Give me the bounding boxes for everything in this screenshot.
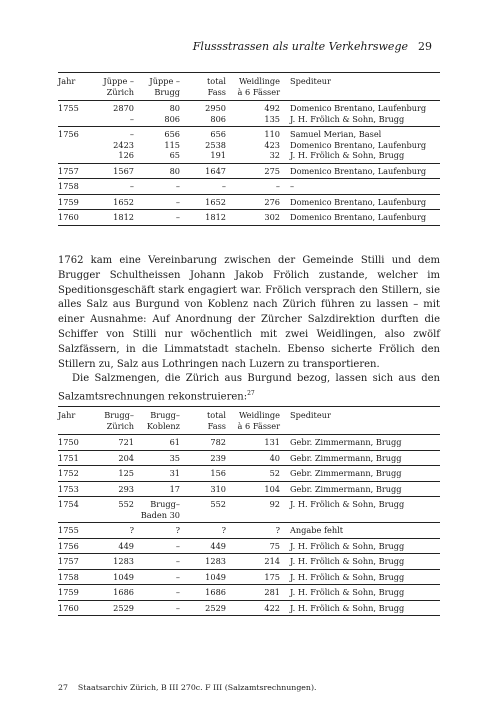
table-salt-transport-1755-1760 <box>58 72 440 226</box>
cell-route-b: 656 115 65 <box>164 129 180 160</box>
table-salt-transport-1750-1760 <box>58 406 440 616</box>
running-title: Flussstrassen als uralte Verkehrswege <box>192 40 408 53</box>
cell-total: 1812 <box>205 212 226 222</box>
cell-spediteur: J. H. Frölich & Sohn, Brugg <box>290 540 405 551</box>
table-row <box>58 554 440 570</box>
cell-year: 1756 <box>58 540 79 551</box>
cell-spediteur: Domenico Brentano, Laufenburg J. H. Frölich & Sohn, Brugg <box>290 103 427 124</box>
cell-route-b: 80 <box>169 165 180 176</box>
cell-route-b: ? <box>175 525 180 535</box>
col-header-b: Brugg– Koblenz <box>146 410 180 431</box>
cell-route-a: 2870 – <box>113 103 134 124</box>
cell-route-b: 35 <box>169 452 180 463</box>
cell-total: 782 <box>210 437 226 447</box>
cell-weidlinge: – <box>275 181 280 191</box>
table-row <box>58 163 440 179</box>
table-header-row <box>58 73 440 101</box>
table-header-row <box>58 407 440 435</box>
cell-route-b: – <box>175 212 180 222</box>
cell-spediteur: Domenico Brentano, Laufenburg <box>290 212 427 222</box>
table-row <box>58 435 440 451</box>
cell-route-a: 1049 <box>113 571 134 582</box>
cell-total: 156 <box>210 468 226 478</box>
cell-weidlinge: 302 <box>264 212 280 222</box>
cell-year: 1757 <box>58 165 79 176</box>
cell-spediteur: Samuel Merian, Basel Domenico Brentano, Laufenburg J. H. Frölich & Sohn, Brugg <box>290 129 427 160</box>
cell-year: 1760 <box>58 212 79 222</box>
table-row <box>58 466 440 482</box>
cell-route-b: – <box>175 540 180 551</box>
col-header-spediteur: Spediteur <box>290 410 331 420</box>
cell-route-a: 1652 <box>113 196 134 207</box>
cell-year: 1752 <box>58 468 79 478</box>
cell-total: – <box>221 181 226 191</box>
cell-total: 2950 806 <box>205 103 226 124</box>
cell-total: 1049 <box>205 571 226 582</box>
col-header-a: Jüppe – Zürich <box>103 76 134 97</box>
running-header <box>193 40 432 53</box>
cell-route-b: – <box>175 602 180 613</box>
cell-total: 310 <box>210 483 226 494</box>
cell-weidlinge: 422 <box>264 602 280 613</box>
cell-route-a: 125 <box>118 468 134 478</box>
table-row <box>58 569 440 585</box>
cell-route-a: 1283 <box>113 556 134 566</box>
col-header-a: Brugg– Zürich <box>104 410 134 431</box>
table-row <box>58 523 440 539</box>
cell-total: 656 2538 191 <box>205 129 226 160</box>
cell-year: 1751 <box>58 452 79 463</box>
cell-year: 1757 <box>58 556 79 566</box>
cell-route-b: – <box>175 181 180 191</box>
cell-route-a: 204 <box>118 452 134 463</box>
cell-route-a: 449 <box>118 540 134 551</box>
cell-route-a: 1812 <box>113 212 134 222</box>
footnote-number: 27 <box>58 683 68 692</box>
cell-total: ? <box>221 525 226 535</box>
cell-spediteur: J. H. Frölich & Sohn, Brugg <box>290 571 405 582</box>
cell-route-a: 1686 <box>113 587 134 597</box>
col-header-spediteur: Spediteur <box>290 76 331 86</box>
table-row <box>58 194 440 210</box>
footnote-ref: 27 <box>247 390 255 398</box>
paragraph-2 <box>58 372 440 405</box>
cell-year: 1755 <box>58 525 79 535</box>
cell-weidlinge: 40 <box>269 452 280 463</box>
table-row <box>58 497 440 523</box>
cell-spediteur: J. H. Frölich & Sohn, Brugg <box>290 602 405 613</box>
cell-total: 1283 <box>205 556 226 566</box>
cell-year: 1759 <box>58 196 79 207</box>
cell-year: 1758 <box>58 571 79 582</box>
cell-route-b: – <box>175 571 180 582</box>
cell-weidlinge: ? <box>275 525 280 535</box>
paragraph-1: 1762 kam eine Vereinbarung zwischen der Gemeinde Stilli und dem Brugger Schultheissen Johann Jakob Frölich zustande, welcher im Speditionsgeschäft stark engagiert war. Frölich versprach den Stillern, sie alles Salz aus Burgund von Koblenz nach Zürich führen zu lassen – mit einer Ausnahme: Auf Anordnung der Zürcher Salzdirektion durften die Schiffer von Stilli nur wöchentlich mit zwei Weidlingen, also zwölf Salzfässern, in die Limmatstadt stacheln. Ebenso sicherte Frölich den Stillern zu, Salz aus Lothringen nach Luzern zu transportieren. <box>58 255 440 370</box>
cell-year: 1759 <box>58 587 79 597</box>
cell-weidlinge: 492 135 <box>264 103 280 124</box>
cell-route-b: – <box>175 556 180 566</box>
cell-route-b: 80 806 <box>164 103 180 124</box>
cell-spediteur: Angabe fehlt <box>290 525 344 535</box>
cell-year: 1754 <box>58 499 79 509</box>
cell-route-a: – 2423 126 <box>113 129 134 160</box>
cell-weidlinge: 214 <box>264 556 280 566</box>
cell-spediteur: Gebr. Zimmermann, Brugg <box>290 468 402 478</box>
col-header-total: total Fass <box>206 410 226 431</box>
cell-year: 1756 <box>58 129 79 139</box>
col-header-total: total Fass <box>206 76 226 97</box>
cell-spediteur: J. H. Frölich & Sohn, Brugg <box>290 499 405 509</box>
cell-year: 1758 <box>58 181 79 191</box>
cell-route-b: 31 <box>169 468 180 478</box>
table-row <box>58 101 440 127</box>
col-header-weidlinge: Weidlinge à 6 Fässer <box>237 410 280 431</box>
body-text <box>58 254 440 405</box>
cell-total: 1652 <box>205 196 226 207</box>
cell-weidlinge: 110 423 32 <box>264 129 280 160</box>
cell-spediteur: Domenico Brentano, Laufenburg <box>290 165 427 176</box>
table-body <box>58 101 440 226</box>
cell-year: 1760 <box>58 602 79 613</box>
cell-weidlinge: 275 <box>264 165 280 176</box>
cell-weidlinge: 175 <box>264 571 280 582</box>
table-row <box>58 585 440 601</box>
cell-route-b: 61 <box>169 437 180 447</box>
cell-route-a: – <box>129 181 134 191</box>
cell-total: 552 <box>210 499 226 509</box>
cell-spediteur: Gebr. Zimmermann, Brugg <box>290 437 402 447</box>
cell-route-a: 721 <box>118 437 134 447</box>
cell-weidlinge: 92 <box>269 499 280 509</box>
cell-spediteur: – <box>290 181 295 191</box>
cell-route-b: – <box>175 587 180 597</box>
cell-year: 1753 <box>58 483 79 494</box>
col-header-weidlinge: Weidlinge à 6 Fässer <box>237 76 280 97</box>
cell-route-b: – <box>175 196 180 207</box>
footnote <box>58 683 316 692</box>
footnote-text: Staatsarchiv Zürich, B III 270c. F III (Salzamtsrechnungen). <box>77 683 317 692</box>
cell-route-a: 2529 <box>113 602 134 613</box>
cell-total: 2529 <box>205 602 226 613</box>
table-row <box>58 210 440 226</box>
cell-spediteur: Domenico Brentano, Laufenburg <box>290 196 427 207</box>
col-header-year: Jahr <box>58 76 76 86</box>
table-row <box>58 481 440 497</box>
cell-weidlinge: 131 <box>264 437 280 447</box>
table-row <box>58 538 440 554</box>
paragraph-2-text: Die Salzmengen, die Zürich aus Burgund bezog, lassen sich aus den Salzamtsrechnungen rekonstruieren: <box>58 373 440 403</box>
cell-weidlinge: 104 <box>264 483 280 494</box>
cell-year: 1755 <box>58 103 79 113</box>
cell-total: 239 <box>210 452 226 463</box>
table-row <box>58 127 440 164</box>
cell-route-b: Brugg– Baden 30 <box>140 499 180 520</box>
cell-total: 1647 <box>205 165 226 176</box>
cell-weidlinge: 52 <box>269 468 280 478</box>
cell-route-a: 293 <box>118 483 134 494</box>
col-header-year: Jahr <box>58 410 76 420</box>
cell-total: 449 <box>210 540 226 551</box>
table-row <box>58 179 440 195</box>
table-body <box>58 435 440 616</box>
cell-weidlinge: 75 <box>269 540 280 551</box>
cell-route-a: ? <box>129 525 134 535</box>
cell-total: 1686 <box>205 587 226 597</box>
cell-spediteur: J. H. Frölich & Sohn, Brugg <box>290 587 405 597</box>
cell-spediteur: J. H. Frölich & Sohn, Brugg <box>290 556 405 566</box>
table-row <box>58 450 440 466</box>
cell-spediteur: Gebr. Zimmermann, Brugg <box>290 483 402 494</box>
col-header-b: Jüppe – Brugg <box>149 76 180 97</box>
cell-year: 1750 <box>58 437 79 447</box>
cell-route-a: 552 <box>118 499 134 509</box>
page-number: 29 <box>418 40 432 53</box>
cell-weidlinge: 281 <box>264 587 280 597</box>
cell-weidlinge: 276 <box>264 196 280 207</box>
table-row <box>58 600 440 616</box>
cell-route-b: 17 <box>169 483 180 494</box>
cell-route-a: 1567 <box>113 165 134 176</box>
cell-spediteur: Gebr. Zimmermann, Brugg <box>290 452 402 463</box>
